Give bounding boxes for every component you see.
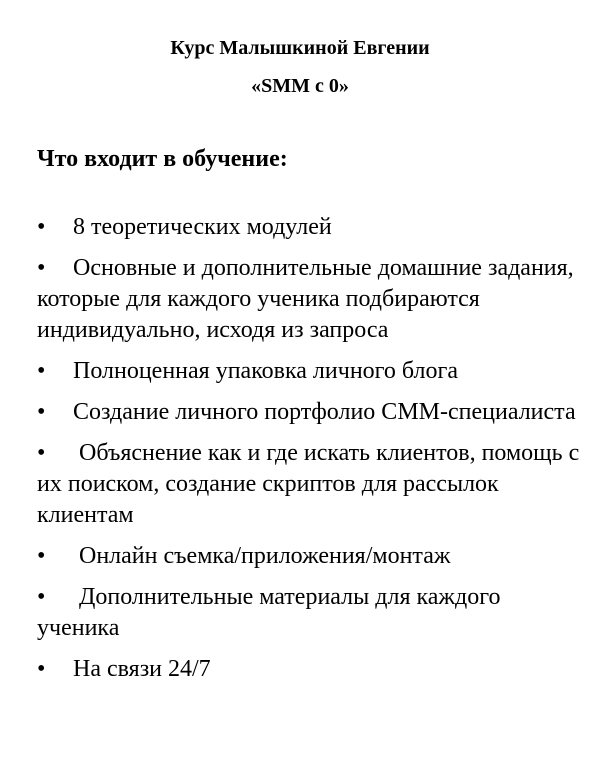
- list-item: [37, 654, 582, 685]
- bullet-icon: •: [37, 255, 46, 281]
- list-item: [37, 212, 582, 243]
- list-item-text: Создание личного портфолио СММ-специалиста: [73, 399, 576, 425]
- list-item: [37, 438, 582, 531]
- list-item-text: 8 теоретических модулей: [73, 214, 332, 240]
- list-item-text: Объяснение как и где искать клиентов, помощь с их поиском, создание скриптов для рассылок клиентам: [37, 440, 580, 528]
- bullet-icon: •: [37, 358, 46, 384]
- bullet-icon: •: [37, 543, 46, 569]
- list-item-text: Полноценная упаковка личного блога: [73, 358, 458, 384]
- course-title-line-1: Курс Малышкиной Евгении: [170, 37, 430, 59]
- course-title-line-2: «SMM с 0»: [251, 75, 349, 97]
- list-item: [37, 397, 582, 428]
- list-item-text: Дополнительные материалы для каждого ученика: [37, 584, 501, 641]
- list-item-text: На связи 24/7: [73, 656, 211, 682]
- bullet-icon: •: [37, 656, 46, 682]
- list-item: [37, 356, 582, 387]
- list-item: [37, 253, 582, 346]
- list-item: [37, 541, 582, 572]
- features-list: [37, 212, 582, 695]
- bullet-icon: •: [37, 440, 46, 466]
- bullet-icon: •: [37, 399, 46, 425]
- list-item-text: Основные и дополнительные домашние задания, которые для каждого ученика подбираются индивидуально, исходя из запроса: [37, 255, 574, 343]
- list-item-text: Онлайн съемка/приложения/монтаж: [79, 543, 451, 569]
- bullet-icon: •: [37, 584, 46, 610]
- section-heading: Что входит в обучение:: [37, 146, 288, 172]
- bullet-icon: •: [37, 214, 46, 240]
- list-item: [37, 582, 582, 644]
